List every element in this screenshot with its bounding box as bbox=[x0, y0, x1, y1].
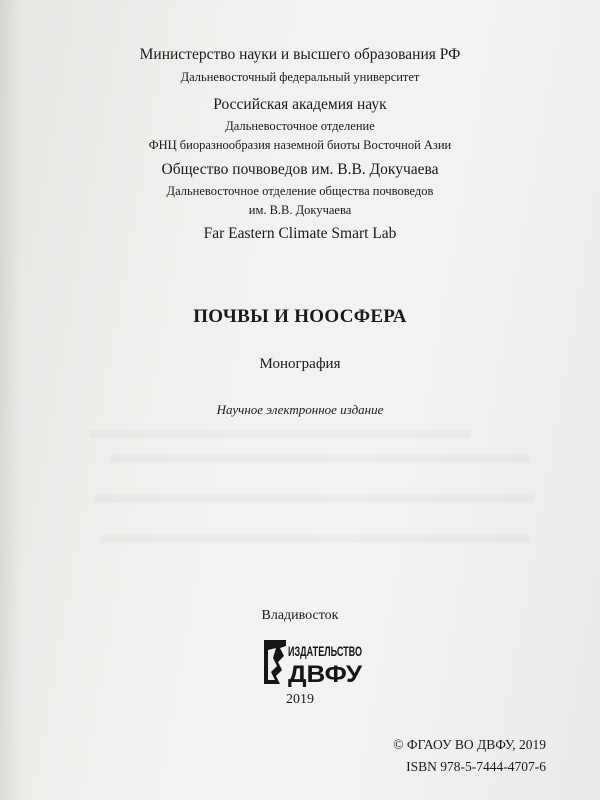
publisher-logo-top-text: ИЗДАТЕЛЬСТВО bbox=[288, 644, 362, 659]
book-genre: Монография bbox=[259, 356, 341, 372]
academy-branch: Дальневосточное отделение bbox=[225, 119, 375, 133]
research-center-name: ФНЦ биоразнообразия наземной биоты Восточной Азии bbox=[148, 138, 452, 152]
isbn: ISBN 978-5-7444-4707-6 bbox=[406, 759, 546, 774]
copyright-notice: © ФГАОУ ВО ДВФУ, 2019 bbox=[393, 737, 546, 752]
publisher-logo bbox=[258, 636, 368, 688]
show-through-mark bbox=[100, 535, 530, 543]
show-through-mark bbox=[90, 430, 470, 438]
show-through-mark bbox=[110, 455, 530, 463]
soil-society-name: Общество почвоведов им. В.В. Докучаева bbox=[161, 161, 439, 178]
publisher-logo-main-text: ДВФУ bbox=[288, 661, 364, 688]
soil-society-branch-line1: Дальневосточное отделение общества почвоведов bbox=[166, 184, 434, 198]
show-through-mark bbox=[95, 495, 535, 503]
publication-year: 2019 bbox=[286, 692, 314, 707]
academy-name: Российская академия наук bbox=[213, 96, 387, 113]
soil-society-branch-line2: им. В.В. Докучаева bbox=[248, 203, 352, 217]
ministry-name: Министерство науки и высшего образования РФ bbox=[139, 46, 461, 63]
lab-name: Far Eastern Climate Smart Lab bbox=[203, 225, 397, 242]
book-title: ПОЧВЫ И НООСФЕРА bbox=[193, 306, 407, 327]
university-name: Дальневосточный федеральный университет bbox=[180, 70, 420, 84]
edition-type: Научное электронное издание bbox=[216, 402, 384, 417]
publication-city: Владивосток bbox=[261, 608, 339, 623]
